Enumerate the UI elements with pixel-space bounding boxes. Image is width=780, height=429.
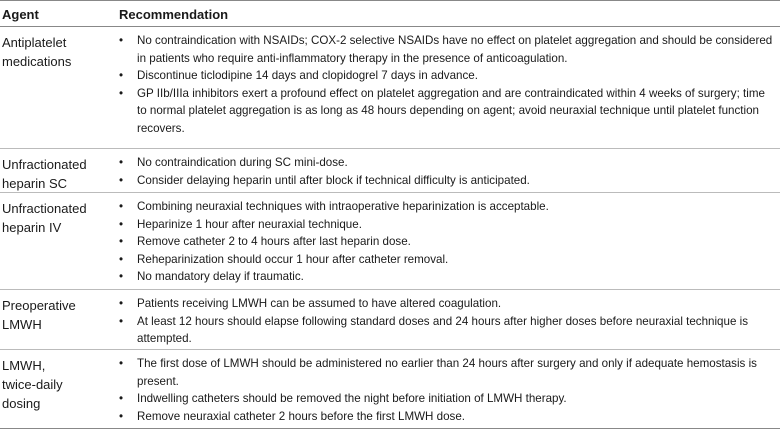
table-row-heparin-iv (0, 193, 780, 290)
list-item: • Remove catheter 2 to 4 hours after last heparin dose. (119, 233, 775, 251)
list-item: • No contraindication during SC mini-dose. (119, 154, 775, 172)
agent-cell: Antiplatelet medications (2, 35, 72, 69)
recommendation-list (119, 295, 775, 348)
bullet-icon: • (119, 156, 124, 169)
list-item: • No contraindication with NSAIDs; COX-2 selective NSAIDs have no effect on platelet aggregation and should be considered in patients who require anti-inflammatory therapy in the presence of anticoagulation. (119, 34, 773, 65)
bullet-icon: • (119, 200, 124, 213)
agent-cell: LMWH, twice-daily dosing (2, 358, 63, 411)
bullet-icon: • (119, 357, 124, 370)
list-item: • Discontinue ticlodipine 14 days and clopidogrel 7 days in advance. (119, 67, 775, 85)
recommendation-list (119, 32, 775, 137)
list-item: • The first dose of LMWH should be administered no earlier than 24 hours after surgery and only if adequate hemostasis is present. (119, 357, 757, 388)
agent-cell: Unfractionated heparin IV (2, 201, 87, 235)
list-item: • No mandatory delay if traumatic. (119, 268, 775, 286)
table-row-lmwh-twice-daily (0, 350, 780, 429)
agent-cell: Unfractionated heparin SC (2, 157, 87, 191)
agent-cell: Preoperative LMWH (2, 298, 76, 332)
recommendation-list (119, 355, 775, 425)
bullet-icon: • (119, 235, 124, 248)
list-item: • Remove neuraxial catheter 2 hours before the first LMWH dose. (119, 408, 775, 426)
bullet-icon: • (119, 252, 124, 266)
list-item: • Indwelling catheters should be removed the night before initiation of LMWH therapy. (119, 390, 775, 408)
bullet-icon: • (119, 409, 124, 423)
bullet-icon: • (119, 270, 124, 283)
table-row-preoperative-lmwh (0, 290, 780, 350)
list-item: • Reheparinization should occur 1 hour after catheter removal. (119, 251, 775, 269)
list-item: • Consider delaying heparin until after block if technical difficulty is anticipated. (119, 172, 775, 190)
recommendation-list (119, 198, 775, 286)
table-header (0, 1, 780, 27)
bullet-icon: • (119, 297, 124, 310)
bullet-icon: • (119, 314, 124, 328)
list-item: • Combining neuraxial techniques with intraoperative heparinization is acceptable. (119, 198, 775, 216)
bullet-icon: • (119, 217, 124, 231)
list-item: • At least 12 hours should elapse following standard doses and 24 hours after higher doses before neuraxial technique is attempted. (119, 314, 748, 345)
list-item: • GP IIb/IIIa inhibitors exert a profound effect on platelet aggregation and are contraindicated within 4 weeks of surgery; time to normal platelet aggregation is as long as 48 hours depending on agent; avoid neuraxial technique until platelet function recovers. (119, 86, 765, 135)
recommendation-column-header: Recommendation (119, 7, 229, 22)
bullet-icon: • (119, 69, 124, 82)
list-item: • Heparinize 1 hour after neuraxial technique. (119, 216, 775, 234)
list-item: • Patients receiving LMWH can be assumed to have altered coagulation. (119, 295, 775, 313)
bullet-icon: • (119, 173, 124, 187)
table-row-antiplatelet (0, 27, 780, 149)
bullet-icon: • (119, 86, 124, 100)
recommendation-list (119, 154, 775, 189)
table-row-heparin-sc (0, 149, 780, 193)
bullet-icon: • (119, 34, 124, 47)
agent-column-header: Agent (2, 7, 39, 22)
bullet-icon: • (119, 392, 124, 405)
